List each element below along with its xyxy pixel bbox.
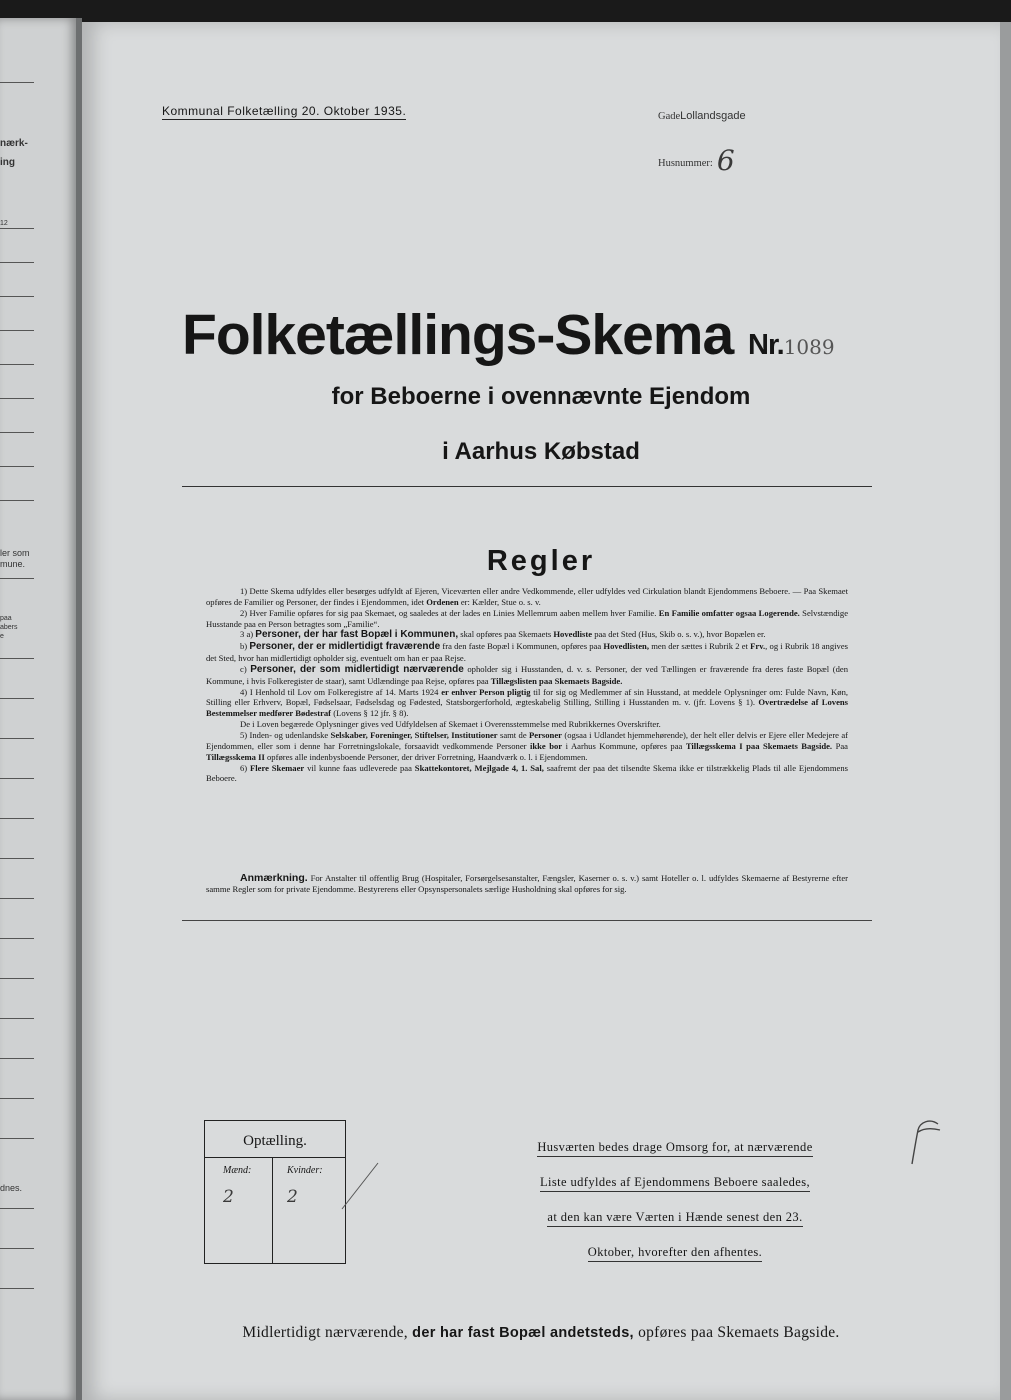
census-form-page [82,22,1000,1400]
title-line-2: for Beboerne i ovennævnte Ejendom [331,383,751,410]
rule-line [0,432,34,433]
rule-3b: b) Personer, der er midlertidigt fraværende fra den faste Bopæl i Kommunen, opføres paa Hovedlisten, men der sættes i Rubrik 2 et Frv., og i Rubrik 18 angives det Sted, hvor han midlertidigt opholder sig, eventuelt om han er paa Rejse. [206,641,848,664]
count-box-title: Optælling. [243,1133,307,1149]
rule-line [0,82,34,83]
fragment-text: ing [0,157,15,168]
men-label: Mænd: [223,1165,252,1176]
footer-part-1: Midlertidigt nærværende, [242,1324,408,1341]
rule-line [0,938,34,939]
rule-line [0,364,34,365]
rule-4: 4) I Henhold til Lov om Folkeregistre af 14. Marts 1924 er enhver Person pligtig til for sig og Medlemmer af sin Husstand, at meddele Oplysninger om: Fulde Navn, Køn, Stilling eller Erhverv, Bopæl, Fødselsaar, Fødselsdag og Fødested, Statsborgerforhold, ægteskabelig Stilling, Stilling i Husstanden m. v. (jfr. Lovens § 1). Overtrædelse af Lovens Bestemmelser medfører Bødestraf (Lovens § 12 jfr. § 8). [206,686,849,719]
rule-line [0,466,34,467]
rule-line [0,1098,34,1099]
notice-line-3: at den kan være Værten i Hænde senest den 23. [547,1210,802,1227]
title-main: Folketællings-Skema [182,303,734,367]
rule-4-note: De i Loven begærede Oplysninger gives ved Udfyldelsen af Skemaet i Overensstemmelse med Rubrikkernes Overskrifter. [240,719,661,730]
notice-line-4: Oktober, hvorefter den afhentes. [588,1245,762,1262]
footer-part-3: opføres paa Skemaets Bagside. [638,1324,840,1341]
rules-heading: Regler [486,545,596,577]
women-count: 2 [287,1187,298,1207]
rule-line [0,296,34,297]
gade-field [658,106,746,124]
fragment-text: e [0,633,4,640]
rule-line [0,898,34,899]
form-number: 1089 [783,335,835,359]
count-box [204,1120,346,1264]
rule-line [0,1058,34,1059]
rule-line [0,738,34,739]
rule-5: 5) Inden- og udenlandske Selskaber, Foreninger, Stiftelser, Institutioner samt de Personer (ogsaa i Udlandet hjemmehørende), der helt eller delvis er Ejere eller Medejere af Ejendommen, eller som i denne har Forretningslokale, forsaavidt vedkommende Personer ikke bor i Aarhus Kommune, opføres paa Tillægsskema I paa Skemaets Bagside. Paa Tillægsskema II opføres alle indenbysboende Personer, der driver Forretning, Haandværk o. l. i Ejendommen. [206,729,849,762]
pencil-scribble-mark [908,1110,944,1170]
rule-line [0,978,34,979]
landlord-notice [510,1130,840,1270]
husnummer-label: Husnummer: [658,158,713,169]
rule-line [0,330,34,331]
husnummer-value: 6 [716,144,735,177]
rule-line [0,578,34,579]
fragment-text: mune. [0,559,26,569]
divider-bottom [182,920,872,921]
rule-line [0,262,34,263]
rule-line [0,500,34,501]
form-title [182,302,835,368]
rule-line [0,1208,34,1209]
rule-line [0,1138,34,1139]
fragment-text: nærk- [0,138,28,149]
anmaerkning-note [206,873,848,895]
rule-2: 2) Hver Familie opføres for sig paa Skemaet, og saaledes at der lades en Linies Mellemrum aaben mellem hver Familie. En Familie omfatter ogsaa Logerende. Selvstændige Husstande paa en Person betragtes som „Familie“. [206,607,849,629]
previous-page-strip [0,18,78,1400]
fragment-text: abers [0,624,18,631]
anmaerkning-label: Anmærkning. [240,872,308,884]
anmaerkning-text: For Anstalter til offentlig Brug (Hospitaler, Forsørgelsesanstalter, Fængsler, Kaserner o. s. v.) samt Hoteller o. l. udfyldes Skemaerne af Bestyrerne efter samme Regler som for private Ejendomme. Bestyrerens eller Opsynspersonalets særlige Husholdning skal opføres for sig. [206,873,848,894]
rule-line [0,858,34,859]
fragment-text: 12 [0,220,8,227]
men-count: 2 [223,1187,234,1207]
count-box-divider [205,1157,345,1158]
rule-line [0,228,34,229]
title-line-3: i Aarhus Købstad [442,438,640,465]
gade-value: Lollandsgade [680,110,746,122]
rule-3c: c) Personer, der som midlertidigt nærværende opholder sig i Husstanden, d. v. s. Personer, der ved Tællingen er fraværende fra deres faste Bopæl (den Kommune, i hvis Folkeregister de staar), samt Udlændinge paa Rejse, opføres paa Tillægslisten paa Skemaets Bagside. [206,663,848,686]
rule-line [0,1248,34,1249]
notice-line-1: Husværten bedes drage Omsorg for, at nærværende [537,1140,812,1157]
husnummer-field [658,140,735,177]
rule-line [0,818,34,819]
women-label: Kvinder: [287,1165,323,1176]
notice-line-2: Liste udfyldes af Ejendommens Beboere saaledes, [540,1175,810,1192]
rules-body [206,586,848,784]
fragment-text: dnes. [0,1183,23,1193]
rule-line [0,658,34,659]
rule-6: 6) Flere Skemaer vil kunne faas udleverede paa Skattekontoret, Mejlgade 4, 1. Sal, saafremt der paa det tilsendte Skema ikke er tilstrækkelig Plads til alle Ejendommens Beboere. [206,762,849,784]
rule-3a: 3 a) Personer, der har fast Bopæl i Kommunen, skal opføres paa Skemaets Hovedliste paa det Sted (Hus, Skib o. s. v.), hvor Bopælen er. [240,629,766,641]
census-date-header: Kommunal Folketælling 20. Oktober 1935. [162,104,407,118]
pencil-stroke-mark [340,1161,380,1211]
footer-note [82,1324,1000,1342]
gade-label: Gade [658,111,681,122]
divider-top [182,486,872,487]
page-edge [1000,22,1011,1400]
footer-part-2: der har fast Bopæl andetsteds, [412,1325,634,1341]
rule-line [0,1288,34,1289]
rule-line [0,1018,34,1019]
title-nr-label: Nr. [748,329,784,361]
rule-line [0,698,34,699]
fragment-text: ler som [0,548,30,558]
count-box-column-divider [272,1157,273,1263]
rule-1: 1) Dette Skema udfyldes eller besørges udfyldt af Ejeren, Viceværten eller andre Vedkommende, eller udfyldes ved Cirkulation blandt Ejendommens Beboere. — Paa Skemaet opføres de Familier og Personer, der findes i Ejendommen, idet Ordenen er: Kælder, Stue o. s. v. [206,586,848,607]
rule-line [0,398,34,399]
fragment-text: paa [0,615,12,622]
rule-line [0,778,34,779]
